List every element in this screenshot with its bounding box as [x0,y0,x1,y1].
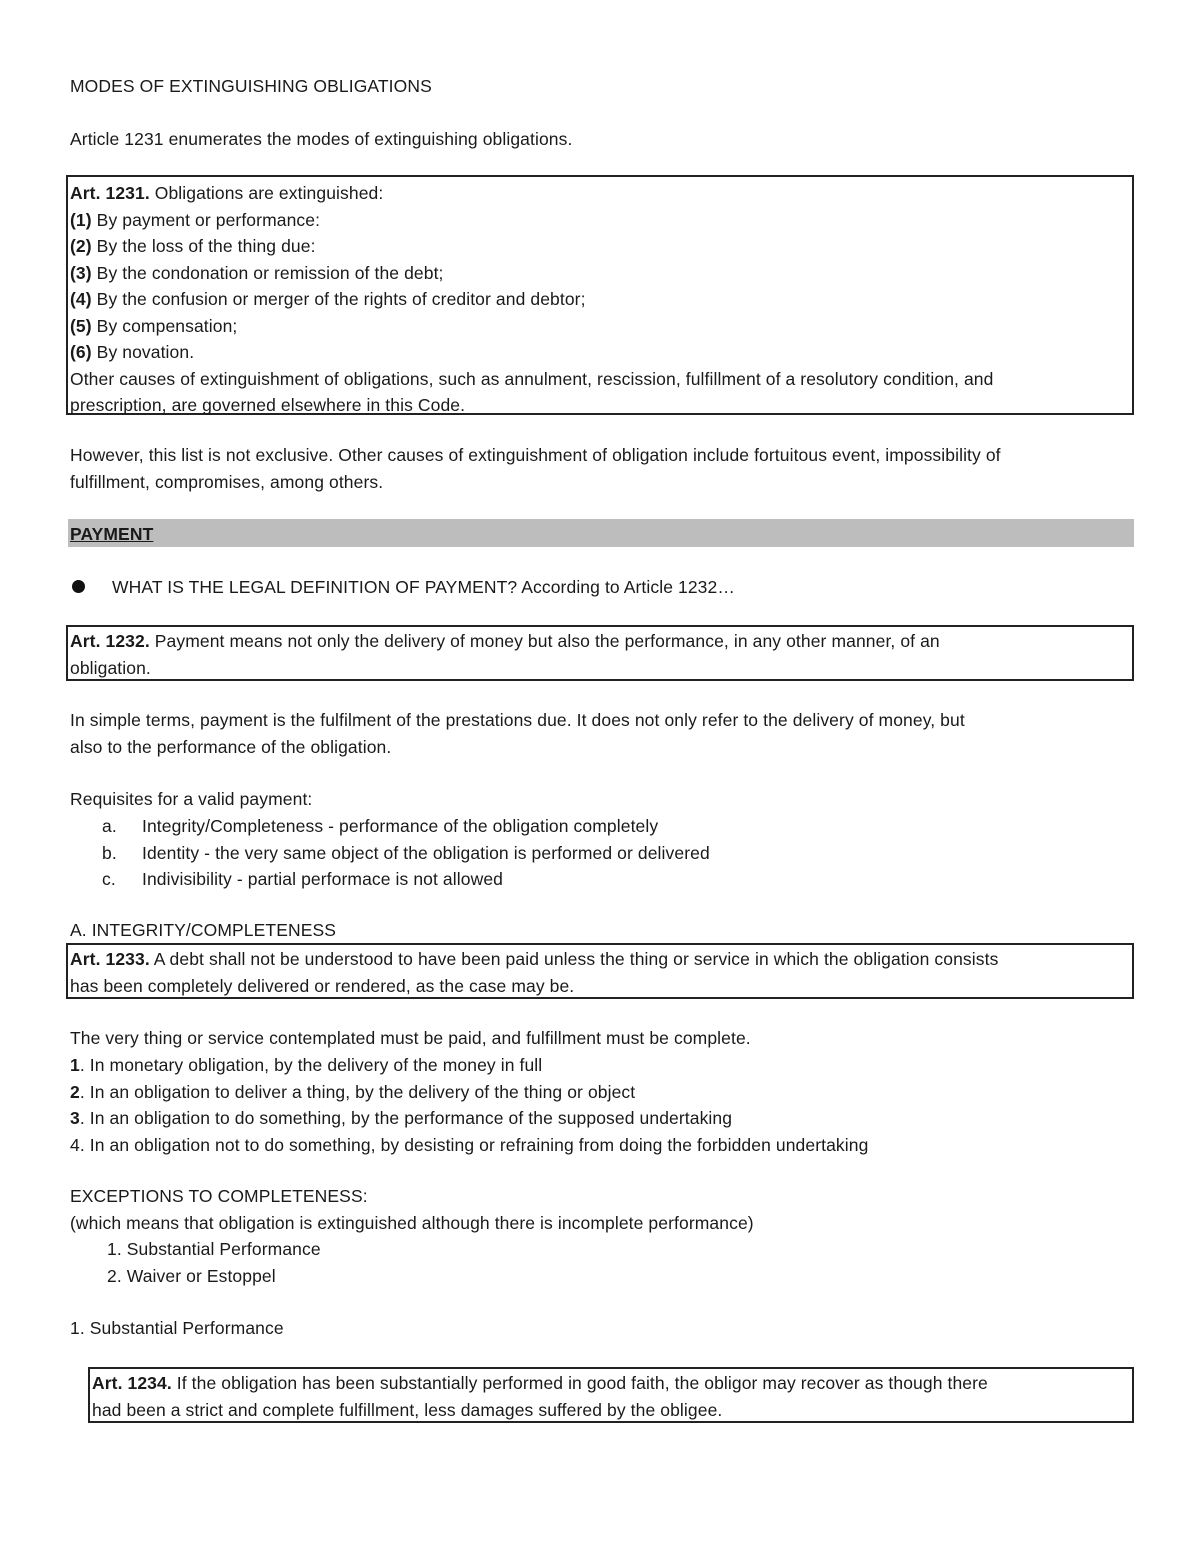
substantial-performance-heading: 1. Substantial Performance [70,1318,284,1338]
list-item: a. Integrity/Completeness - performance of the obligation completely [102,816,659,836]
list-item: c. Indivisibility - partial performace is not allowed [102,869,503,889]
list-item: b. Identity - the very same object of the obligation is performed or delivered [102,842,710,863]
list-item: 2. Waiver or Estoppel [107,1265,276,1286]
list-item: 1. In monetary obligation, by the delivery of the money in full [70,1055,543,1075]
mode-item: (4) By the confusion or merger of the rights of creditor and debtor; [70,289,586,309]
list-item: 3. In an obligation to do something, by the performance of the supposed undertaking [70,1108,733,1128]
exceptions-heading: EXCEPTIONS TO COMPLETENESS: [70,1186,368,1206]
requisites-list [70,813,1134,893]
section-a-heading: A. INTEGRITY/COMPLETENESS [70,920,337,940]
article-label: Art. 1231. [70,183,150,203]
exceptions-list [107,1236,1007,1289]
simple-terms-line-1: In simple terms, payment is the fulfilment of the prestations due. It does not only refer to the delivery of money, but [70,710,965,730]
exceptions-note: (which means that obligation is extinguished although there is incomplete performance) [70,1213,754,1233]
article-1234-box: Art. 1234. If the obligation has been substantially performed in good faith, the obligor may recover as though there had been a strict and complete fulfillment, less damages suffered by the obligee. [88,1367,1134,1423]
mode-item: (1) By payment or performance: [70,209,321,230]
page-title: MODES OF EXTINGUISHING OBLIGATIONS [70,76,432,96]
very-thing-paragraph: The very thing or service contemplated must be paid, and fulfillment must be complete. [70,1028,751,1048]
other-causes-line: Other causes of extinguishment of obligations, such as annulment, rescission, fulfillment of a resolutory condition, and [70,368,994,389]
article-label: Art. 1234. [92,1373,172,1393]
requisites-heading: Requisites for a valid payment: [70,789,313,809]
intro-paragraph: Article 1231 enumerates the modes of extinguishing obligations. [70,129,573,149]
mode-item: (5) By compensation; [70,315,238,336]
article-1232-box: Art. 1232. Payment means not only the delivery of money but also the performance, in any other manner, of an obligation. [66,625,1134,681]
however-line-1: However, this list is not exclusive. Other causes of extinguishment of obligation include fortuitous event, impossibility of [70,445,1001,465]
list-item: 1. Substantial Performance [107,1239,321,1259]
mode-item: (6) By novation. [70,342,195,362]
bullet-icon [72,580,85,593]
mode-item: (3) By the condonation or remission of the debt; [70,262,444,283]
article-1231-heading: Art. 1231. Obligations are extinguished: [70,183,384,203]
article-label: Art. 1232. [70,631,150,651]
other-causes-line: prescription, are governed elsewhere in this Code. [70,395,466,415]
article-1231-box [66,175,1134,415]
payment-section-header [68,519,1134,547]
completeness-list [70,1052,1134,1158]
article-1233-box: Art. 1233. A debt shall not be understood to have been paid unless the thing or service in which the obligation consists has been completely delivered or rendered, as the case may be. [66,943,1134,999]
list-item: 2. In an obligation to deliver a thing, by the delivery of the thing or object [70,1081,636,1102]
simple-terms-line-2: also to the performance of the obligation. [70,737,392,757]
however-line-2: fulfillment, compromises, among others. [70,472,384,492]
payment-question: WHAT IS THE LEGAL DEFINITION OF PAYMENT? According to Article 1232… [112,577,735,597]
payment-heading: PAYMENT [70,524,154,544]
article-label: Art. 1233. [70,949,150,969]
mode-item: (2) By the loss of the thing due: [70,236,316,256]
list-item: 4. In an obligation not to do something, by desisting or refraining from doing the forbidden undertaking [70,1134,869,1155]
